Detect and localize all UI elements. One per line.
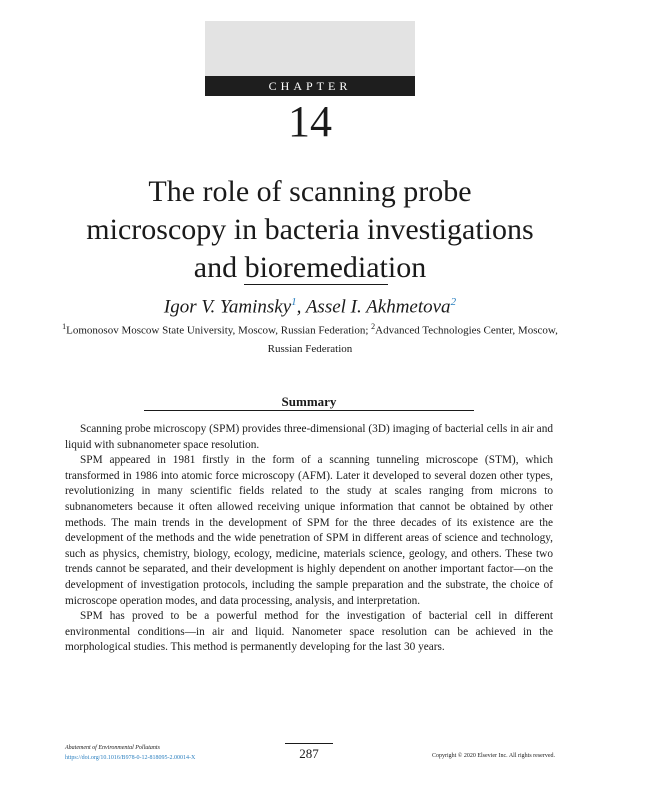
chapter-label: CHAPTER	[205, 76, 415, 96]
affiliations	[60, 318, 560, 358]
author-rule	[244, 284, 388, 285]
title-line-1: The role of scanning probe	[148, 175, 472, 208]
title-line-3: and bioremediation	[193, 251, 427, 284]
author-separator: ,	[296, 296, 306, 318]
affil-mark-2: 2	[371, 322, 376, 331]
summary-paragraph: Scanning probe microscopy (SPM) provides three-dimensional (3D) imaging of bacterial cells in air and liquid with subnanometer space resolution.	[65, 423, 553, 451]
author-name-2: Assel I. Akhmetova	[305, 296, 451, 318]
footer-citation	[65, 743, 295, 763]
affil-text-1: Lomonosov Moscow State University, Moscow, Russian Federation;	[66, 324, 372, 337]
author-list	[60, 290, 560, 319]
affil-mark-1: 1	[62, 322, 67, 331]
author-name-1: Igor V. Yaminsky	[163, 296, 292, 318]
chapter-number: 14	[288, 97, 332, 146]
chapter-title	[40, 173, 580, 287]
journal-name: Abatement of Environmental Pollutants	[65, 745, 160, 751]
author-affil-mark-2[interactable]: 2	[450, 296, 457, 308]
summary-paragraph: SPM appeared in 1981 firstly in the form of a scanning tunneling microscope (STM), which transformed in 1986 into atomic force microscopy (AFM). Later it developed to several dozen other types, revolutionizing in many scientific fields related to the study at scales ranging from microns to subnanometers because it often allowed receiving unique information that cannot be obtained by other methods. The main trends in the development of SPM for the three decades of its existence are the development of the methods and the wide penetration of SPM in different areas of science and technology, such as physics, chemistry, biology, ecology, medicine, materials science, geology, and others. These two trends cannot be separated, and their development is highly dependent on another important factor—on the development of investigation protocols, including the sample preparation and the substrate, the choice of microscope operation modes, and data processing, analysis, and interpretation.	[65, 454, 553, 607]
page-number: 287	[299, 746, 319, 761]
summary-rule	[144, 410, 474, 411]
author-affil-mark-1[interactable]: 1	[291, 296, 297, 308]
title-line-2: microscopy in bacteria investigations	[86, 213, 534, 246]
page-number-rule	[285, 743, 333, 744]
copyright-notice: Copyright © 2020 Elsevier Inc. All rights reserved.	[431, 753, 555, 759]
summary-heading: Summary	[281, 394, 337, 409]
doi-link[interactable]: https://doi.org/10.1016/B978-0-12-818095-2.00014-X	[65, 755, 196, 761]
summary-body	[65, 422, 553, 656]
affil-text-2: Advanced Technologies Center, Moscow, Russian Federation	[267, 324, 558, 355]
summary-paragraph: SPM has proved to be a powerful method for the investigation of bacterial cell in different environmental conditions—in air and liquid. Nanometer space resolution can be achieved in the morphological studies. This method is permanently developing for the last 30 years.	[65, 610, 553, 654]
